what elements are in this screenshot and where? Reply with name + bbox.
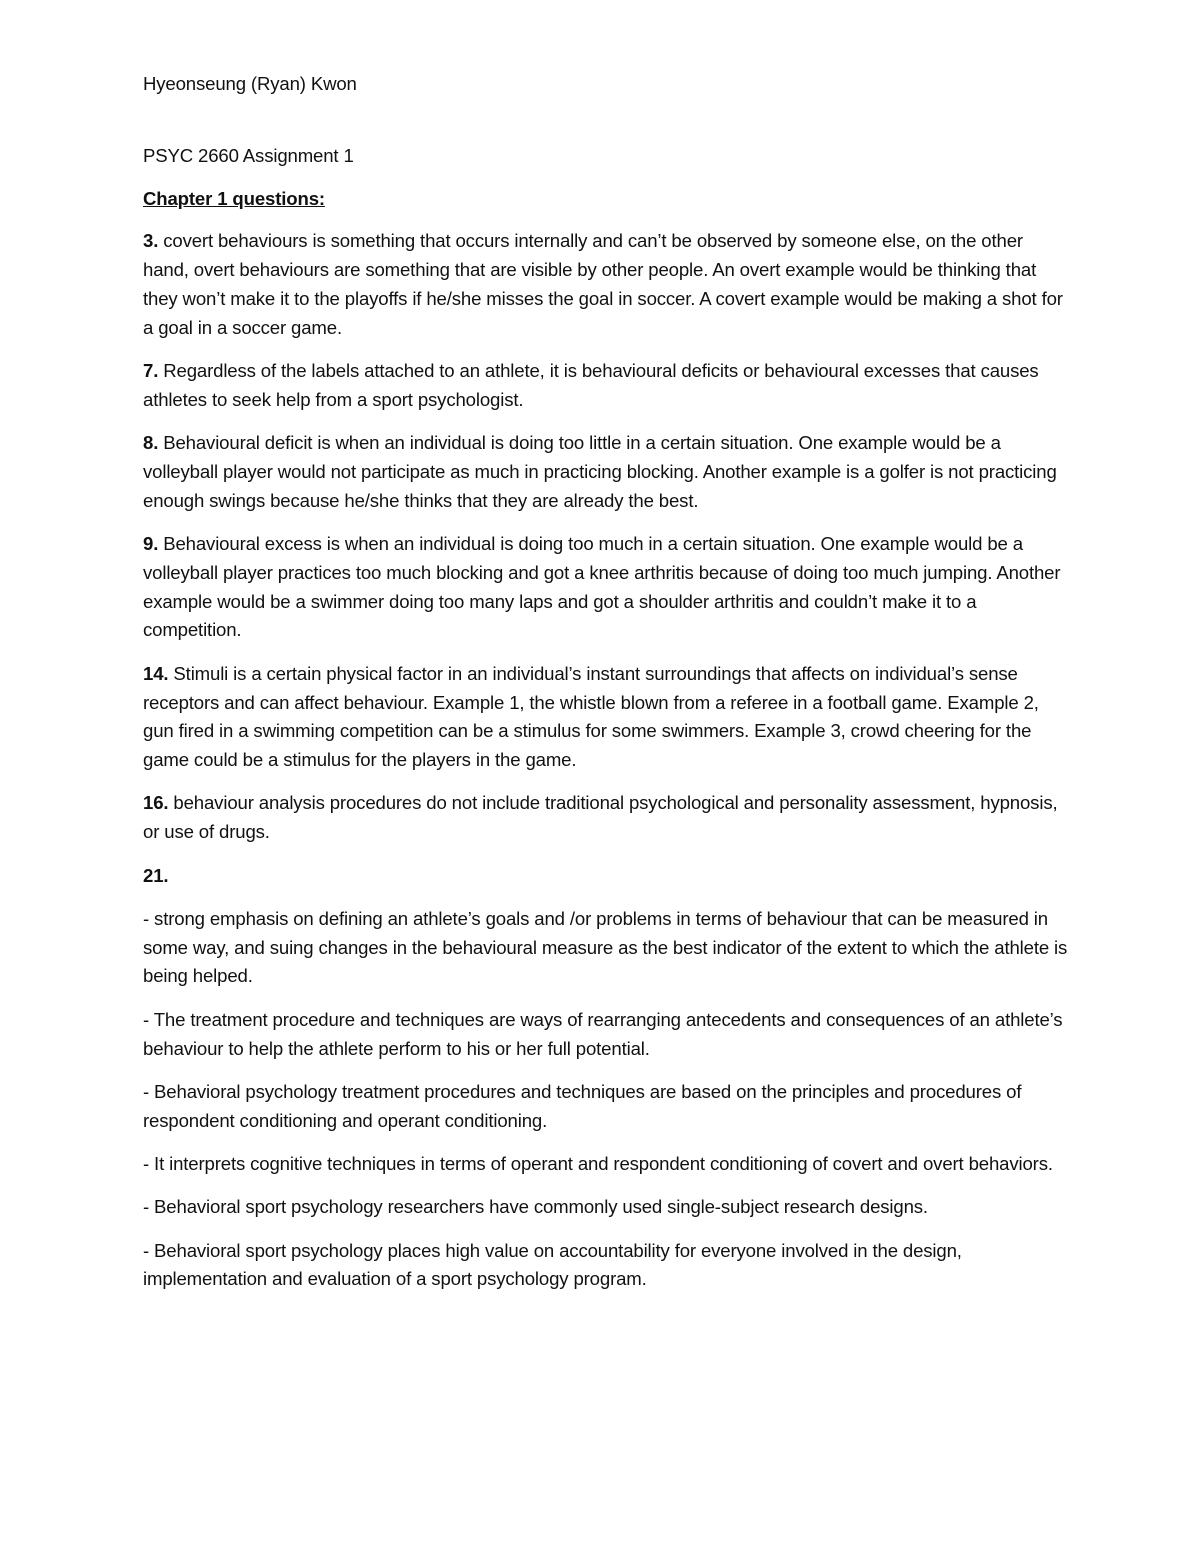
question-number: 8. <box>143 432 159 454</box>
q21-point: - Behavioral sport psychology researchers have commonly used single-subject research designs. <box>143 1196 928 1218</box>
question-answer: Behavioural deficit is when an individual is doing too little in a certain situation. One example would be a volleyball player would not participate as much in practicing blocking. Another example is a golfer is not practicing enough swings because he/she thinks that they are already the best. <box>143 432 1057 511</box>
q21-point: - Behavioral psychology treatment procedures and techniques are based on the principles and procedures of respondent conditioning and operant conditioning. <box>143 1080 1022 1131</box>
question-number: 16. <box>143 792 169 814</box>
question-21-paragraph <box>143 862 1068 891</box>
q21-point: - Behavioral sport psychology places high value on accountability for everyone involved in the design, implementation and evaluation of a sport psychology program. <box>143 1239 962 1290</box>
question-answer: Stimuli is a certain physical factor in an individual’s instant surroundings that affects on individual’s sense receptors and can affect behaviour. Example 1, the whistle blown from a referee in a football game. Example 2, gun fired in a swimming competition can be a stimulus for some swimmers. Example 3, crowd cheering for the game could be a stimulus for the players in the game. <box>143 662 1039 771</box>
question-3-paragraph <box>143 227 1068 342</box>
document-body <box>143 70 1068 1309</box>
question-16-paragraph <box>143 789 1068 847</box>
question-answer: behaviour analysis procedures do not include traditional psychological and personality assessment, hypnosis, or use of drugs. <box>143 792 1058 843</box>
assignment-title: PSYC 2660 Assignment 1 <box>143 144 354 166</box>
q21-point: - It interprets cognitive techniques in terms of operant and respondent conditioning of covert and overt behaviors. <box>143 1152 1053 1174</box>
question-8-paragraph <box>143 429 1068 515</box>
question-answer: Behavioural excess is when an individual is doing too much in a certain situation. One example would be a volleyball player practices too much blocking and got a knee arthritis because of doing too much jumping. Another example would be a swimmer doing too many laps and got a shoulder arthritis and couldn’t make it to a competition. <box>143 533 1061 641</box>
author-name: Hyeonseung (Ryan) Kwon <box>143 73 357 94</box>
question-number: 7. <box>143 360 159 382</box>
question-9-paragraph <box>143 530 1068 645</box>
question-number: 3. <box>143 230 159 252</box>
q21-point: - strong emphasis on defining an athlete’s goals and /or problems in terms of behaviour that can be measured in some way, and suing changes in the behavioural measure as the best indicator of the extent to which the athlete is being helped. <box>143 907 1068 987</box>
question-number: 21. <box>143 864 169 886</box>
q21-point: - The treatment procedure and techniques are ways of rearranging antecedents and consequences of an athlete’s behaviour to help the athlete perform to his or her full potential. <box>143 1008 1063 1059</box>
question-14-paragraph <box>143 660 1068 775</box>
question-number: 14. <box>143 662 169 684</box>
chapter-heading: Chapter 1 questions: <box>143 187 325 209</box>
question-answer: Regardless of the labels attached to an athlete, it is behavioural deficits or behavioural excesses that causes athletes to seek help from a sport psychologist. <box>143 360 1039 410</box>
question-answer: covert behaviours is something that occurs internally and can’t be observed by someone else, on the other hand, overt behaviours are something that are visible by other people. An overt example would be thinking that they won’t make it to the playoffs if he/she misses the goal in soccer. A covert example would be making a shot for a goal in a soccer game. <box>143 230 1063 338</box>
question-7-paragraph <box>143 357 1068 415</box>
question-number: 9. <box>143 533 159 555</box>
